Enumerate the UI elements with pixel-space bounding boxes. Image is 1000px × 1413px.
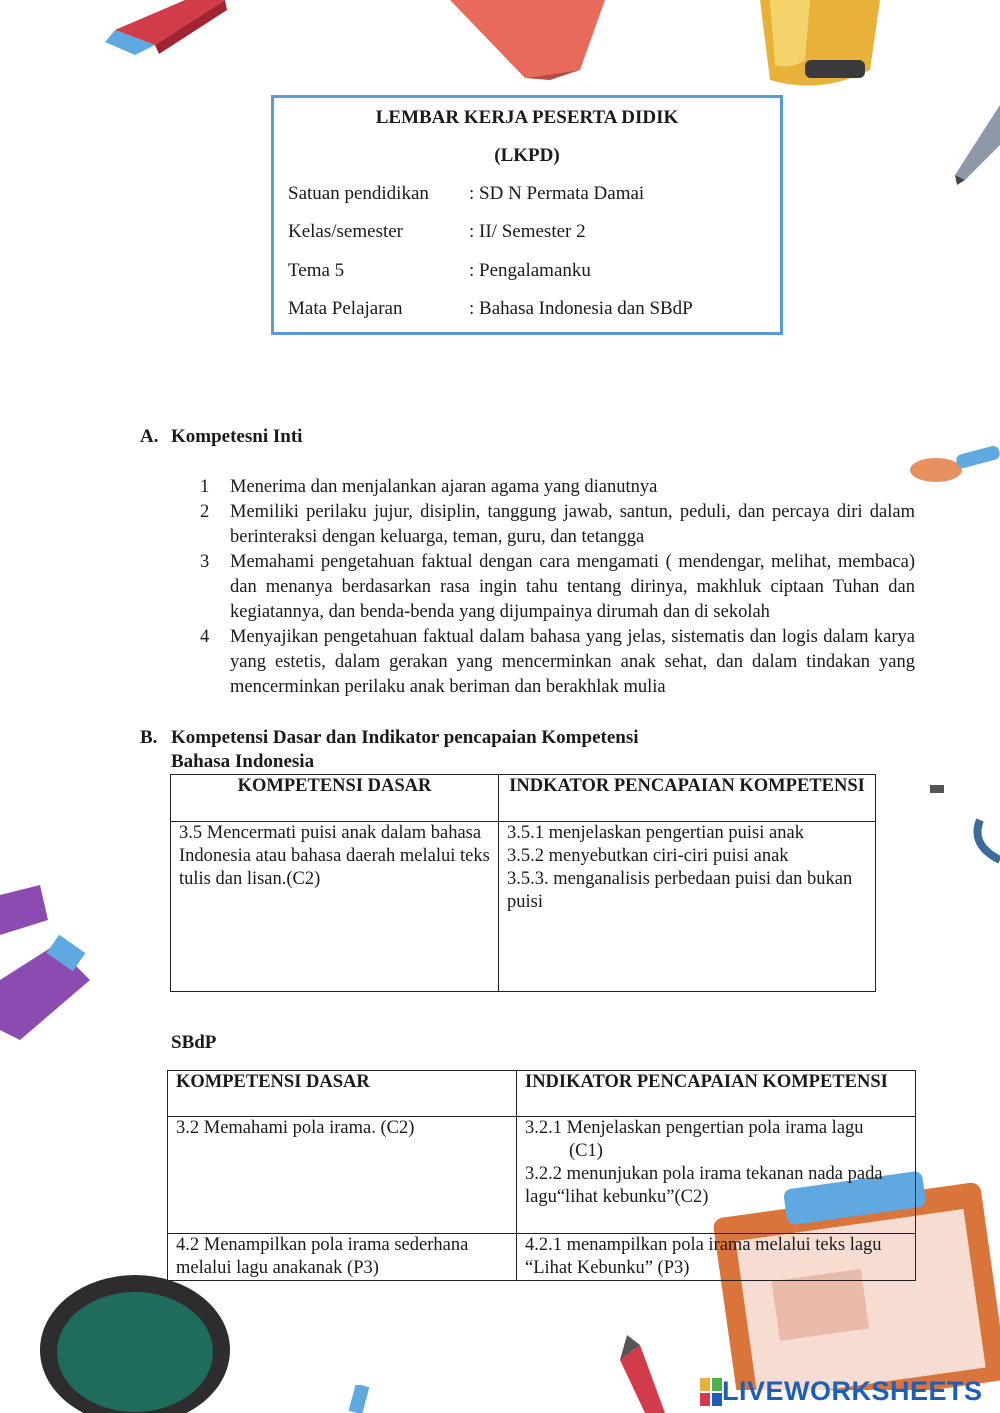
table-cell: 3.2 Memahami pola irama. (C2) (168, 1117, 517, 1234)
header-value: : SD N Permata Damai (469, 183, 645, 204)
liveworksheets-logo-icon (700, 1378, 722, 1406)
indicator-line: 3.5.2 menyebutkan ciri-ciri puisi anak (507, 846, 789, 866)
section-letter: B. (140, 727, 158, 748)
table-header: KOMPETENSI DASAR (171, 775, 499, 822)
indicator-line: 3.5.3. menganalisis perbedaan puisi dan bukan puisi (507, 869, 853, 912)
table-cell: 4.2.1 menampilkan pola irama melalui teks lagu “Lihat Kebunku” (P3) (517, 1234, 916, 1281)
pencil-illustration (430, 0, 630, 80)
section-title: Kompetensi Dasar dan Indikator pencapaian Kompetensi (171, 727, 639, 748)
section-title: Kompetesni Inti (171, 426, 303, 447)
indicator-line: 3.5.1 menjelaskan pengertian puisi anak (507, 823, 804, 843)
header-value: : Bahasa Indonesia dan SBdP (469, 298, 693, 319)
brush-icon (908, 440, 1000, 485)
table-cell: 3.5 Mencermati puisi anak dalam bahasa Indonesia atau bahasa daerah melalui teks tulis dan lisan.(C2) (171, 822, 499, 992)
indicator-line: 3.2.1 Menjelaskan pengertian pola irama lagu (525, 1118, 864, 1138)
item-number: 4 (200, 627, 210, 647)
document-subtitle: (LKPD) (494, 145, 560, 166)
table-header: INDIKATOR PENCAPAIAN KOMPETENSI (517, 1071, 916, 1117)
table-cell (517, 1117, 916, 1234)
pot-illustration (25, 1270, 235, 1413)
sbdp-competency-table (167, 1070, 916, 1281)
item-number: 1 (200, 477, 210, 497)
item-text: Menerima dan menjalankan ajaran agama yang dianutnya (230, 477, 658, 497)
liveworksheets-logo (700, 1376, 983, 1407)
item-number: 2 (200, 502, 210, 522)
item-number: 3 (200, 552, 210, 572)
header-label: Tema 5 (288, 260, 345, 281)
document-title: LEMBAR KERJA PESERTA DIDIK (375, 107, 679, 128)
table-header: KOMPETENSI DASAR (168, 1071, 517, 1117)
indicator-line: (C1) (569, 1141, 603, 1161)
bahasa-competency-table (170, 774, 876, 992)
lkpd-header-box (271, 95, 783, 335)
pencil-small-icon (615, 1335, 665, 1413)
clip-icon (930, 785, 1000, 865)
indicator-line: 3.2.2 menunjukan pola irama tekanan nada pada lagu“lihat kebunku”(C2) (525, 1164, 883, 1207)
eraser-illustration (95, 0, 235, 60)
header-label: Kelas/semester (288, 221, 404, 242)
table-cell: 4.2 Menampilkan pola irama sederhana melalui lagu anakanak (P3) (168, 1234, 517, 1281)
item-text: Memiliki perilaku jujur, disiplin, tanggung jawab, santun, peduli, dan percaya diri dalam berinteraksi dengan keluarga, teman, guru, dan tetangga (230, 502, 915, 547)
header-label: Satuan pendidikan (288, 183, 429, 204)
usb-drive-illustration (0, 880, 95, 1060)
watermark-text: LIVEWORKSHEETS (722, 1376, 983, 1406)
subject-heading-bahasa: Bahasa Indonesia (171, 751, 315, 772)
subject-heading-sbdp: SBdP (171, 1032, 217, 1053)
header-label: Mata Pelajaran (288, 298, 403, 319)
item-text: Memahami pengetahuan faktual dengan cara mengamati ( mendengar, melihat, membaca) dan menanya berdasarkan rasa ingin tahu tentang dirinya, makhluk ciptaan Tuhan dan kegiatannya, dan benda-benda yang dijumpainya dirumah dan di sekolah (230, 552, 915, 622)
marker-icon (348, 1385, 374, 1413)
section-letter: A. (140, 426, 159, 447)
bell-illustration (750, 0, 890, 95)
header-value: : Pengalamanku (469, 260, 591, 281)
item-text: Menyajikan pengetahuan faktual dalam bahasa yang jelas, sistematis dan logis dalam karya yang estetis, dalam gerakan yang mencerminkan anak sehat, dan dalam tindakan yang mencerminkan perilaku anak beriman dan berakhlak mulia (230, 627, 915, 697)
header-value: : II/ Semester 2 (469, 221, 586, 242)
table-cell (499, 822, 876, 992)
crayon-icon (955, 105, 1000, 185)
table-header: INDKATOR PENCAPAIAN KOMPETENSI (499, 775, 876, 822)
